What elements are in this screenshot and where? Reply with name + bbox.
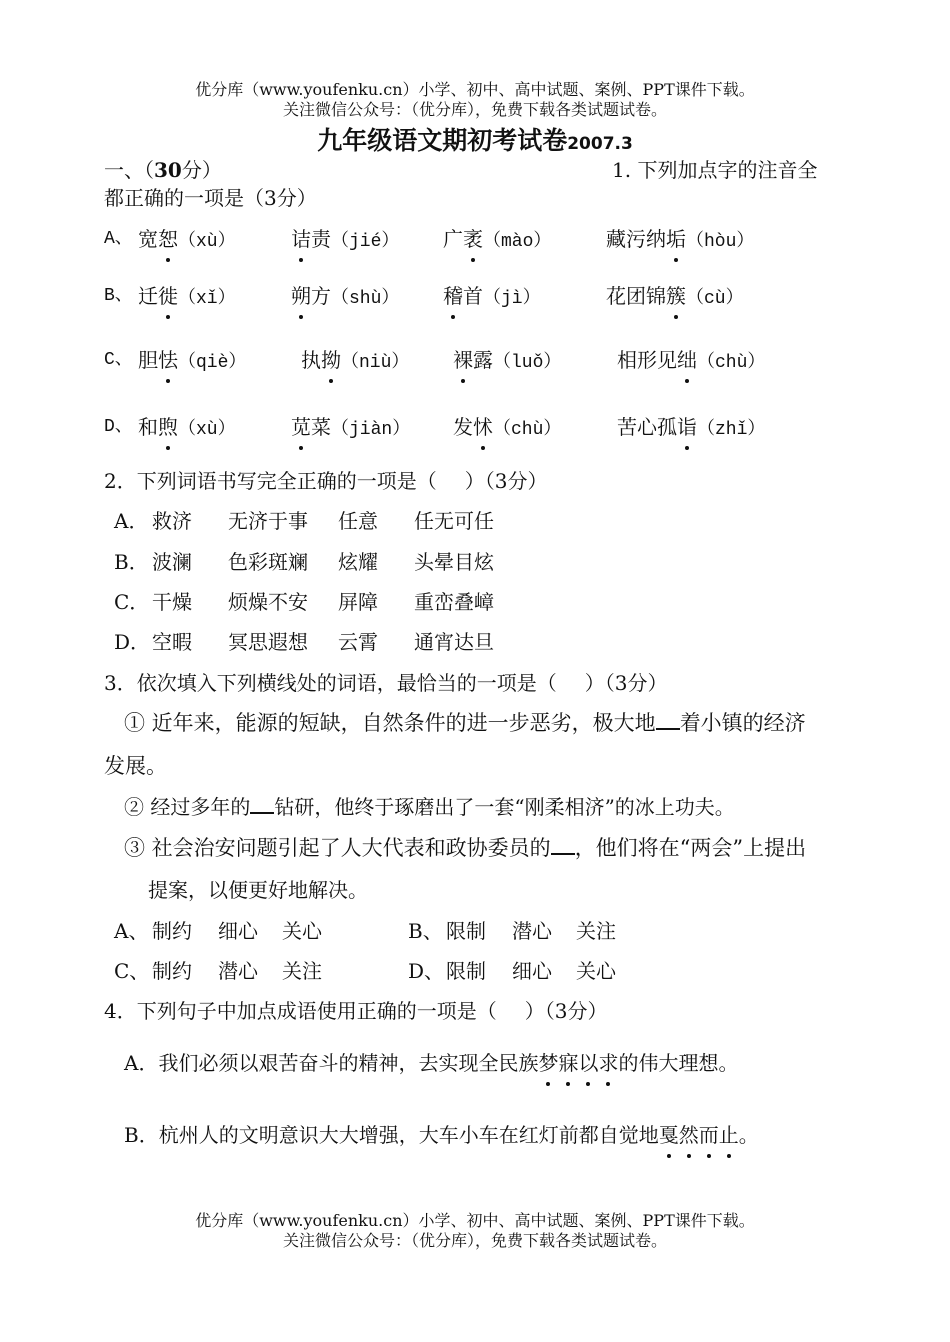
q3-option-word: 关心 — [282, 919, 322, 943]
q1-word-pre: 迁 — [138, 284, 158, 308]
q2-option-word: 冥思遐想 — [228, 630, 308, 654]
q1-word — [453, 413, 561, 444]
q1-word — [617, 346, 765, 377]
q1-dotted-char: 诣 — [677, 415, 697, 439]
q1-word — [301, 346, 409, 377]
q1-word-pre: 胆 — [138, 348, 158, 372]
q1-word-post: 露 — [473, 348, 493, 372]
q4-stem-post: ）（3分） — [524, 999, 608, 1023]
q1-dotted-char: 诘 — [291, 227, 311, 251]
q1-word — [443, 282, 541, 313]
footer-line-2: 关注微信公众号：（优分库），免费下载各类试题试卷。 — [282, 1231, 667, 1250]
q4-stem — [104, 997, 607, 1025]
q3-sentence-2 — [124, 793, 735, 821]
q3-option-label: B、 — [408, 919, 443, 943]
q1-dotted-char: 朔 — [291, 284, 311, 308]
q1-dotted-char: 煦 — [158, 415, 178, 439]
title-main: 九年级语文期初考试卷 — [317, 126, 568, 155]
q3-s1-pre: ① 近年来，能源的短缺，自然条件的进一步恶劣，极大地 — [124, 711, 656, 735]
q1-dotted-char: 簇 — [666, 284, 686, 308]
q3-option-word: 关注 — [282, 959, 322, 983]
q2-option-label: D． — [114, 630, 151, 654]
q4-b-post: 。 — [738, 1123, 759, 1147]
header-line-1: 优分库（www.youfenku.cn）小学、初中、高中试题、案例、PPT课件下载。 — [195, 80, 755, 99]
q2-option-word: 任无可任 — [414, 509, 494, 533]
q1-dotted-char: 怯 — [158, 348, 178, 372]
q3-option-word: 关心 — [576, 959, 616, 983]
q1-word-post: 责 — [311, 227, 331, 251]
q3-blank-1 — [656, 710, 680, 730]
q4-a-post: 的伟大理想。 — [618, 1051, 739, 1075]
q1-pinyin: （jì） — [483, 289, 541, 309]
q1-dotted-char: 裸 — [453, 348, 473, 372]
q1-pinyin: （niù） — [341, 353, 410, 373]
q3-option-word: 制约 — [152, 959, 192, 983]
header-line-2: 关注微信公众号：（优分库），免费下载各类试题试卷。 — [282, 100, 667, 119]
footer-line-1: 优分库（www.youfenku.cn）小学、初中、高中试题、案例、PPT课件下载。 — [195, 1211, 755, 1230]
q4-b-label: B． — [124, 1123, 159, 1147]
q2-option-word: 波澜 — [152, 550, 192, 574]
q2-option-word: 救济 — [152, 509, 192, 533]
q4-option-b — [124, 1121, 759, 1149]
q1-word-pre: 发 — [453, 415, 473, 439]
q1-dotted-char: 绌 — [677, 348, 697, 372]
q1-pinyin: （luǒ） — [493, 353, 562, 373]
q4-b-idiom-char: 而 — [698, 1123, 719, 1147]
q3-s1-post: 着小镇的经济 — [679, 711, 806, 735]
q2-option-word: 重峦叠嶂 — [414, 590, 494, 614]
q2-option-word: 空暇 — [152, 630, 192, 654]
q1-pinyin: （xù） — [178, 232, 236, 252]
q1-dotted-char: 拗 — [321, 348, 341, 372]
q1-dotted-char: 怵 — [473, 415, 493, 439]
q3-option-word: 限制 — [446, 919, 486, 943]
q1-dotted-char: 苋 — [291, 415, 311, 439]
q1-dotted-char: 袤 — [463, 227, 483, 251]
q1-option-letter: D、 — [104, 417, 133, 437]
q2-option-word: 头晕目炫 — [414, 550, 494, 574]
q4-option-a — [124, 1049, 738, 1077]
q1-dotted-char: 垢 — [666, 227, 686, 251]
q1-word-pre: 执 — [301, 348, 321, 372]
q3-s2-pre: ② 经过多年的 — [124, 795, 251, 819]
q1-word-pre: 和 — [138, 415, 158, 439]
q1-dotted-char: 稽 — [443, 284, 463, 308]
q4-stem-pre: 4．下列句子中加点成语使用正确的一项是（ — [104, 999, 497, 1023]
q4-a-idiom-char: 寐 — [558, 1051, 579, 1075]
q3-option-label: D、 — [408, 959, 445, 983]
q1-pinyin: （cù） — [686, 289, 744, 309]
title-date: 2007.3 — [567, 134, 633, 154]
q1-dotted-char: 恕 — [158, 227, 178, 251]
q1-pinyin: （xǐ） — [178, 289, 236, 309]
q1-word-post: 方 — [311, 284, 331, 308]
section-label-pre: 一、（ — [104, 158, 154, 182]
q1-word-pre: 藏污纳 — [606, 227, 666, 251]
q3-s3-post: ，他们将在“两会”上提出 — [574, 836, 807, 860]
q4-a-label: A． — [124, 1051, 159, 1075]
q1-pinyin: （chù） — [697, 353, 766, 373]
q1-word — [606, 225, 754, 256]
q3-sentence-1 — [124, 709, 806, 737]
q3-option-word: 限制 — [446, 959, 486, 983]
q3-option-word: 制约 — [152, 919, 192, 943]
section-score: 30 — [154, 158, 182, 182]
q2-option-word: 任意 — [338, 509, 378, 533]
q1-option-letter: A、 — [104, 229, 133, 249]
q4-a-idiom-char: 以 — [578, 1051, 599, 1075]
q1-word — [138, 413, 236, 444]
q3-blank-3 — [551, 835, 575, 855]
q4-a-idiom-char: 梦 — [538, 1051, 559, 1075]
section-label-post: 分） — [181, 158, 222, 182]
q3-stem-pre: 3．依次填入下列横线处的词语，最恰当的一项是（ — [104, 671, 557, 695]
q2-option-word: 无济于事 — [228, 509, 308, 533]
q2-stem — [104, 467, 547, 495]
q3-s2-post: 钻研，他终于琢磨出了一套“刚柔相济”的冰上功夫。 — [274, 795, 735, 819]
q2-option-word: 干燥 — [152, 590, 192, 614]
q3-sentence-3-cont: 提案，以便更好地解决。 — [148, 878, 368, 902]
q3-sentence-1-cont: 发展。 — [104, 754, 167, 778]
q2-option-word: 云霄 — [338, 630, 378, 654]
q4-b-idiom-char: 止 — [718, 1123, 739, 1147]
q4-b-idiom-char: 戛 — [658, 1123, 679, 1147]
q3-blank-2 — [250, 794, 274, 814]
q1-stem-part2: 都正确的一项是（3分） — [104, 186, 317, 210]
q2-option-word: 通宵达旦 — [414, 630, 494, 654]
q2-stem-pre: 2．下列词语书写完全正确的一项是（ — [104, 469, 437, 493]
q4-b-pre: 杭州人的文明意识大大增强，大车小车在红灯前都自觉地 — [158, 1123, 659, 1147]
q1-word-pre: 广 — [443, 227, 463, 251]
q1-stem-part1: 1. 下列加点字的注音全 — [612, 158, 818, 182]
q1-pinyin: （mào） — [483, 232, 552, 252]
q2-option-word: 色彩斑斓 — [228, 550, 308, 574]
q3-s3-pre: ③ 社会治安问题引起了人大代表和政协委员的 — [124, 836, 551, 860]
q1-word — [443, 225, 551, 256]
q1-pinyin: （shù） — [331, 289, 400, 309]
q2-option-word: 炫耀 — [338, 550, 378, 574]
q3-option-label: C、 — [114, 959, 150, 983]
q3-sentence-3 — [124, 834, 806, 862]
q1-dotted-char: 徙 — [158, 284, 178, 308]
q1-pinyin: （xù） — [178, 420, 236, 440]
q1-pinyin: （zhǐ） — [697, 420, 766, 440]
q3-option-word: 潜心 — [218, 959, 258, 983]
q1-pinyin: （qiè） — [178, 353, 247, 373]
q2-option-label: A． — [114, 509, 149, 533]
q2-option-label: B． — [114, 550, 149, 574]
q1-word-post: 菜 — [311, 415, 331, 439]
q2-option-word: 屏障 — [338, 590, 378, 614]
q1-option-letter: B、 — [104, 286, 133, 306]
q2-option-word: 烦燥不安 — [228, 590, 308, 614]
q1-word-pre: 相形见 — [617, 348, 677, 372]
q1-pinyin: （jiàn） — [331, 420, 411, 440]
q3-stem — [104, 669, 667, 697]
q3-option-word: 关注 — [576, 919, 616, 943]
q1-word — [138, 225, 236, 256]
q1-word — [453, 346, 561, 377]
q1-pinyin: （jié） — [331, 232, 400, 252]
q1-word-post: 首 — [463, 284, 483, 308]
q1-pinyin: （hòu） — [686, 232, 755, 252]
q4-a-pre: 我们必须以艰苦奋斗的精神，去实现全民族 — [158, 1051, 539, 1075]
q3-option-label: A、 — [114, 919, 149, 943]
q3-option-word: 细心 — [512, 959, 552, 983]
q3-option-word: 细心 — [218, 919, 258, 943]
section-1-label — [104, 156, 222, 184]
q2-option-label: C． — [114, 590, 150, 614]
q1-option-letter: C、 — [104, 350, 133, 370]
q1-word — [291, 413, 410, 444]
q1-word-pre: 花团锦 — [606, 284, 666, 308]
q3-option-word: 潜心 — [512, 919, 552, 943]
q3-stem-post: ）（3分） — [584, 671, 668, 695]
q2-stem-post: ）（3分） — [464, 469, 548, 493]
q1-word-pre: 苦心孤 — [617, 415, 677, 439]
q4-b-idiom-char: 然 — [678, 1123, 699, 1147]
q1-word — [138, 346, 246, 377]
q1-word — [291, 225, 399, 256]
q1-pinyin: （chù） — [493, 420, 562, 440]
q1-word — [291, 282, 399, 313]
q1-word-pre: 宽 — [138, 227, 158, 251]
q1-word — [617, 413, 765, 444]
q1-word — [138, 282, 236, 313]
q4-a-idiom-char: 求 — [598, 1051, 619, 1075]
q1-word — [606, 282, 744, 313]
